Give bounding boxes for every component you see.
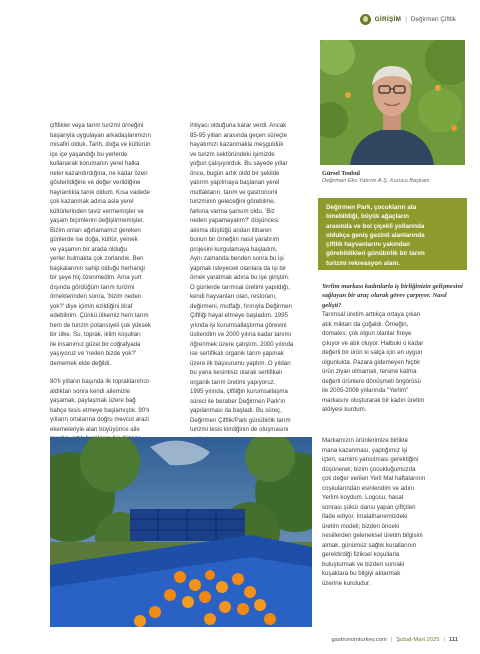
article-column-2 <box>190 121 312 444</box>
olive-leaf-logo-icon <box>360 14 371 25</box>
column-2-paragraph: ihtiyacı olduğuna karar verdi. Ancak 85-95 yılları arasında geçen süreçte hayatımızı kazanmakla meşguldük ve turizm sektöründeki işimizde yoğun çalışıyorduk. Bu sayede yıllar önce, bugün artık oldd bir şekilde yatırım yapılmaya başlanan yerel mutfakların, tarım ve gastronomi turizminin geleceğini görebilme, farkına varma şansım oldu. 'Biz neden yapamayalım?' düşüncesi aklıma düştüğü andan itibaren bunun bir örneğini nasıl yaratırım projesini kurgulamaya başladım. Aynı zamanda benden sonra bu işi yapmak isteyecek olanlara da işi bir örnek yaratmak adına bu işe giriştim. O günlerde tarımsal üretimi yapıldığı, kendi hayvanları olan, restoranı, değirmeni, mutfağı, fırınıyla Değirmen Çiftliği hayal etmeye başladım. 1995 yılında işi kurumsallaştırma görevini üstlendim ve 2000 yılına kadar tanımı öğrenmek üzere çalıştım. 2000 yılında ise sertifikalı organik tarım yapmak üzere ilk başvurumu yaptım. O yıldan bu yana kesintisiz olarak sertifikalı organik tarım üretimi yapıyoruz. 1995 yılında, çiftliğin kurumsallaşma süreci ile beraber Değirmen Park'ın yapılanması da başladı. Bu süreç, Değirmen Çiftlik/Park günübirlik tarım turizmi tesis kimliğinin de oluşmasını <box>190 122 294 433</box>
column-3-paragraph: Tarımsal üretim arttıkça ortaya çıkan atık miktarı da çoğaldı. Örneğin, domates; çok olgun olanlar fireye çıkıyor ve atık oluyor. Halbuki o kadar değerli bir ürün ki salça için en uygun olgunlukta. Pazara gidemeyen hiçbir ürün ziyan olmamalı, tersine katma değerli ürünlere dönüşmeli öngörüsü ile 2005-2006 yıllarında "Yerlim" markasını oluşturarak bir kadın üretim atölyesi kurdum. <box>322 311 425 413</box>
footer-separator-2: | <box>443 637 445 643</box>
portrait-illustration <box>320 40 465 165</box>
footer-site: gastronomturkey.com <box>331 637 387 643</box>
footer-issue-date: Şubat-Mart 2025 <box>396 637 440 643</box>
header-separator: | <box>405 16 407 23</box>
highlight-text: Değirmen Park, çocukların ata binebildiği, büyük ağaçların arasında ve bol çiçekli yollarında oldukça geniş gezinti alanlarında çiftlik hayvanlarını yakından görebildikleri günübirlik bir tarım turizmi rekreasyon alanı. <box>326 204 425 267</box>
subsection-label: Değirmen Çiftlik <box>410 16 456 23</box>
highlight-box <box>318 198 467 270</box>
column-4-paragraph: Markamızın ürünlerimize birlikte mana kazanması, yaptığımız işi içten, samimi yansıtması gerektiğini düşünerek; bizim çocukluğumuzda çok değer verilen Yerli Mal haftalarının coşkularından esinlendim ve adını Yerlim koydum. Logosu, hasat sonrası şükür dansı yapan çiftçileri ifade ediyor. İmalathanemizdeki üretim modeli; bizden önceki nesillerden geleneksel üretim bilgisini almak, günümüz sağlık kurallarının gerektirdiği fiziksel koşullarla buluşturmak ve bizden sonraki kuşaklara bu bilgiyi aktarmak üzerine kuruludur. <box>322 437 426 587</box>
article-column-1 <box>50 121 178 444</box>
column-1-paragraph-1: çiftlikler veya tarım turizmi örneğini başarıyla uygulayan arkadaşlarımızın misafiri olduk. Tarih, doğa ve kültürün içe içe yaşandığı bu yerlerde kullanarak korumanın yerel halka neler kazandırdığına, ne kadar özen gösterildiğine ve değer verildiğine hayranlıkla tanık oldum. Kısa vadede çok kazanmak adına asla yerel kültürlerinden taviz vermemişler ve yaşam biçimlerini değiştirmemişler. Bizim onları ağırlamamız gereken günlerde ise doğa, kültür, yemek ve yaşamın bir arada olduğu yerler bulmakta çok zorlandık. Ben başkalarının sahip olduğu herhangi bir şeye hiç özenmedim. Ama yurt dışında gördüğüm tarım turizmi örneklerinden sonra, 'bizim neden yok?' diye içimin ezildiğini itiraf edebilirim. Çünkü ülkemiz hem tarım hem de turizm potansiyeli çok yüksek bir ülke. Su, toprak, iklim koşulları ile insanımız güzel bir coğrafyada yaşıyoruz ve 'neden bizde yok?' dememek elde değildi. <box>50 122 151 367</box>
section-label: GİRİŞİM <box>374 16 402 23</box>
column-1-paragraph-2: 80'li yılların başında ilk topraklarımızı aldıktan sonra kendi ailemizle yaşamak, paylaşmak üzere bağ bahçe tesis etmeye başlamıştık. 90'lı yılların ortalarına doğru mevcut arazi ekemeleriyle alan büyüyünce aile <box>50 378 150 433</box>
portrait-name: Gürsel Tonbul <box>322 170 361 177</box>
interview-question: Yerlim markası kadınlarla iş birliğinizin gelişmesini sağlayan bir araç olarak görev çarpıyor. Nasıl gelişti? <box>322 283 463 309</box>
article-column-4 <box>322 436 464 588</box>
portrait-photo <box>320 40 465 165</box>
article-column-3 <box>322 310 464 415</box>
footer-separator-1: | <box>390 637 393 643</box>
page-number: 111 <box>448 637 458 643</box>
portrait-role: Değirmen Eko Yatırım A.Ş. Kurucu Başkanı <box>322 177 430 184</box>
section-header <box>360 14 456 25</box>
portrait-caption <box>322 170 429 185</box>
orange-crates-photo <box>50 437 312 627</box>
orchard-illustration <box>50 437 312 627</box>
page-footer <box>331 637 458 643</box>
